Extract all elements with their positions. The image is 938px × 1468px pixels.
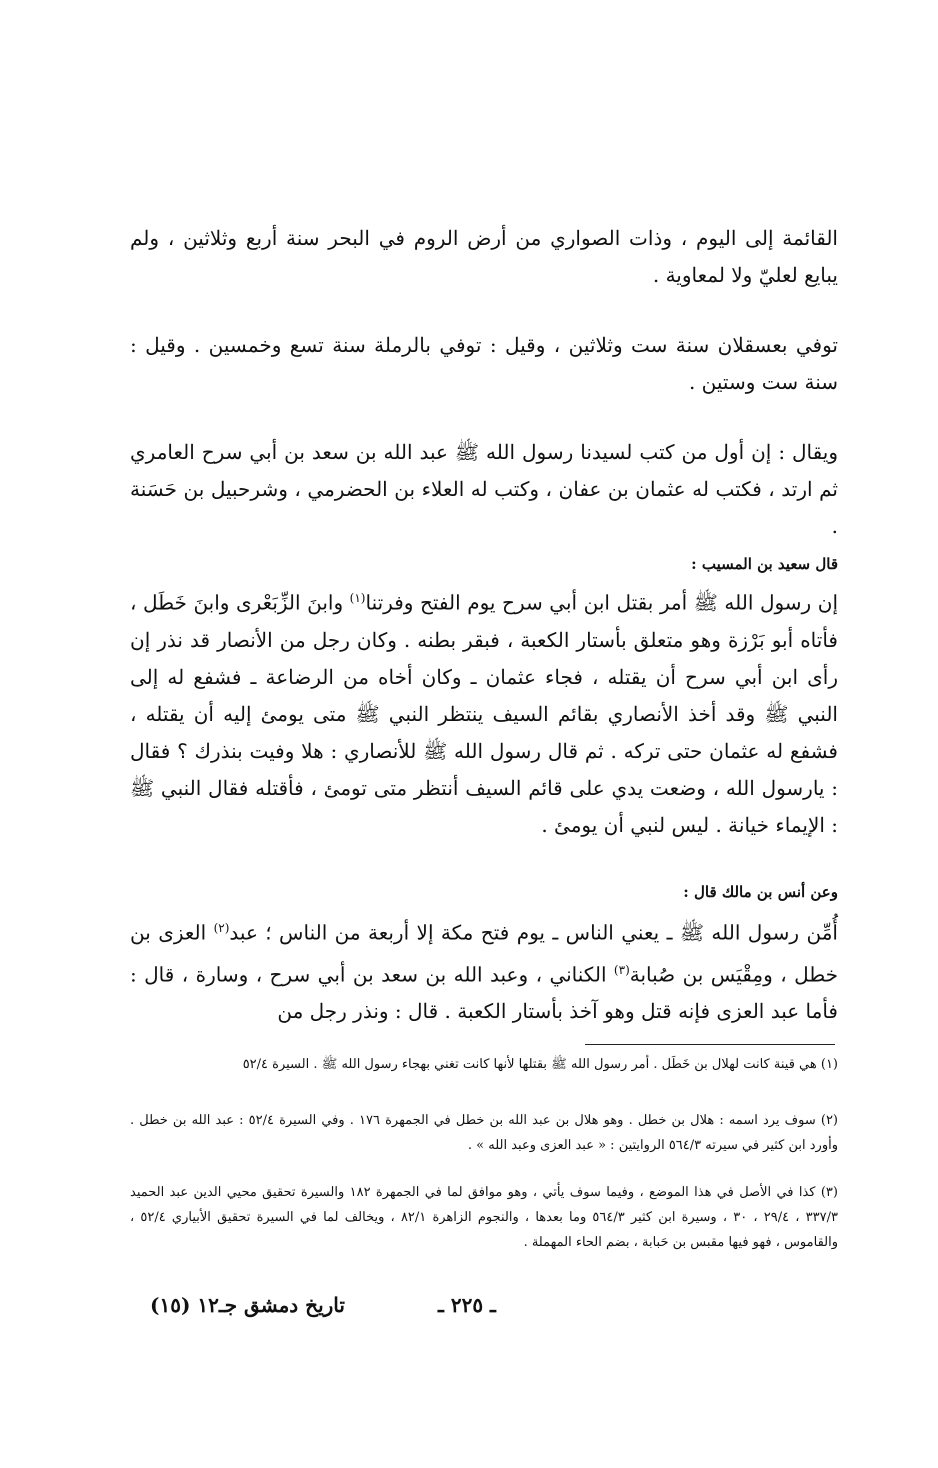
- heading-anas-ibn-malik: وعن أنس بن مالك قال :: [683, 883, 838, 901]
- footnote-ref-2: (٢): [213, 921, 230, 935]
- narration-1-part-2: وابنَ الزِّبَعْرى وابنَ خَطَل ، فأتاه أبو بَرْزة وهو متعلق بأستار الكعبة ، فبقر بطنه . وكان رجل من الأنصار قد نذر إن رأى ابن أبي سرح أن يقتله ، فجاء عثمان ـ وكان أخاه من الرضاعة ـ فشفع له إلى النبي ﷺ وقد أخذ الأنصاري بقائم السيف ينتظر النبي ﷺ متى يومئ إليه أن يقتله ، فشفع له عثمان حتى تركه . ثم قال رسول الله ﷺ للأنصاري : هلا وفيت بنذرك ؟ فقال : يارسول الله ، وضعت يدي على قائم السيف أنتظر متى تومئ ، فأقتله فقال النبي ﷺ : الإيماء خيانة . ليس لنبي أن يومئ .: [130, 590, 838, 837]
- heading-said-ibn-musayyib: قال سعيد بن المسيب :: [691, 555, 838, 573]
- page-number: ـ ٢٢٥ ـ: [438, 1293, 496, 1317]
- footnote-ref-3: (٣): [613, 962, 630, 977]
- footnote-3: (٣) كذا في الأصل في هذا الموضع ، وفيما سوف يأتي ، وهو موافق لما في الجمهرة ١٨٢ والسيرة تحقيق محيي الدين عبد الحميد ٣٣٧/٣ ، ٢٩/٤ ، ٣٠ ، وسيرة ابن كثير ٥٦٤/٣ وما بعدها ، والنجوم الزاهرة ٨٢/١ ، ويخالف لما في السيرة تحقيق الأبياري ٥٢/٤ ، والقاموس ، فهو فيها مقبس بن حَبابة ، بضم الحاء المهملة .: [130, 1185, 838, 1250]
- footnote-2: (٢) سوف يرد اسمه : هلال بن خطل . وهو هلال بن عبد الله بن خطل في الجمهرة ١٧٦ . وفي السيرة ٥٢/٤ : عبد الله بن خطل . وأورد ابن كثير في سيرته ٥٦٤/٣ الروايتين : « عبد العزى وعبد الله » .: [130, 1113, 838, 1153]
- paragraph-continuation: القائمة إلى اليوم ، وذات الصواري من أرض الروم في البحر سنة أربع وثلاثين ، ولم يبايع لعليّ ولا لمعاوية .: [130, 226, 838, 287]
- book-title-footer: تاريخ دمشق جـ١٢ (١٥): [150, 1293, 345, 1317]
- paragraph-scribes: ويقال : إن أول من كتب لسيدنا رسول الله ﷺ عبد الله بن سعد بن أبي سرح العامري ثم ارتد ، فكتب له عثمان بن عفان ، وكتب له العلاء بن الحضرمي ، وشرحبيل بن حَسَنة .: [130, 440, 838, 538]
- footnote-ref-1: (١): [349, 591, 366, 605]
- paragraph-narration-2: [130, 910, 838, 1030]
- paragraph-narration-1: [130, 580, 838, 844]
- footnote-separator: [585, 1044, 835, 1045]
- narration-2-part-3: الكناني ، وعبد الله بن سعد بن أبي سرح ، وسارة ، قال : فأما عبد العزى فإنه قتل وهو آخذ بأستار الكعبة . قال : ونذر رجل من: [130, 962, 838, 1024]
- footnote-1: (١) هي قينة كانت لهلال بن خَطَل . أمر رسول الله ﷺ بقتلها لأنها كانت تغني بهجاء رسول الله ﷺ . السيرة ٥٢/٤: [242, 1057, 838, 1072]
- narration-2-part-1: أُمِّن رسول الله ﷺ ـ يعني الناس ـ يوم فتح مكة إلا أربعة من الناس ؛ عبد: [229, 920, 838, 945]
- narration-2-part-2: العزى بن خطل ، ومِقْيَس بن صُبابة: [130, 920, 838, 987]
- narration-1-part-1: إن رسول الله ﷺ أمر بقتل ابن أبي سرح يوم الفتح وفرتنا: [365, 590, 838, 615]
- paragraph-death: توفي بعسقلان سنة ست وثلاثين ، وقيل : توفي بالرملة سنة تسع وخمسين . وقيل : سنة ست وستين .: [130, 333, 838, 394]
